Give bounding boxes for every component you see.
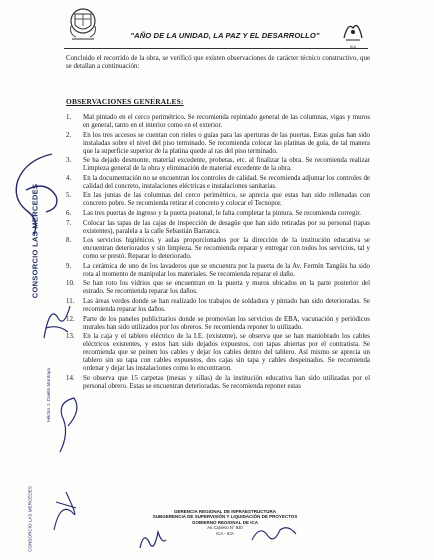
- observation-item: [66, 298, 370, 314]
- observation-item: [66, 237, 370, 261]
- observation-item: [66, 333, 370, 373]
- observation-item: [66, 375, 370, 391]
- observation-text: Se observa que 15 carpetas (mesas y sillas) de la institución educativa han sido utilizadas por el personal obrero. Estas se encuentran deterioradas. Se recomienda reponer estas: [83, 374, 370, 390]
- observation-item: [66, 263, 370, 279]
- observation-text: Se han roto los vidrios que se encuentran en la puerta y muros ubicados en la parte posterior del estrado. Se recomienda reparar los daños.: [83, 280, 370, 296]
- observation-number: 3.: [66, 157, 72, 165]
- footer-line: SUBGERENCIA DE SUPERVISIÓN Y LIQUIDACIÓN DE PROYECTOS: [152, 514, 298, 520]
- observation-number: 1.: [66, 114, 72, 121]
- observation-item: [66, 192, 370, 208]
- observation-text: Los servicios higiénicos y aulas proporcionados por la dirección de la institución educativa se encuentran deteriorados y sin limpieza. Se recomienda reparar y entregar con todos los servicios, tal y como se prestó. Reparar lo deteriorado.: [83, 237, 370, 261]
- observation-number: 7.: [66, 219, 72, 227]
- observation-item: [66, 280, 370, 296]
- section-heading: OBSERVACIONES GENERALES:: [66, 97, 184, 106]
- stamp-text: CONSORCIO LAS MERCEDES: [27, 486, 33, 552]
- observation-text: Mal pintado en el cerco perimétrico. Se recomienda repintado general de las columnas, vigas y muros en general, tanto en el interior como en el exterior.: [83, 114, 370, 130]
- header-title: "AÑO DE LA UNIDAD, LA PAZ Y EL DESARROLLO": [130, 31, 320, 40]
- observation-item: [66, 175, 370, 191]
- observation-text: La cerámica de uno de los lavaderos que se encuentra por la puerta de la Av. Fermín Tangüis ha sido rota al momento de manipular los materiales. Se recomienda reparar el daño.: [83, 262, 370, 278]
- footer-line: ICA - ICA: [216, 530, 234, 536]
- stamp-text: Héctor J. Cuello Montoya: [47, 368, 52, 422]
- observation-text: En las juntas de las columnas del cerco perimétrico, se aprecia que estas han sido rellenadas con concreto pobre. Se recomienda retirar el concreto y colocar el Tecnopor.: [83, 192, 370, 208]
- observation-item: [66, 157, 370, 173]
- footer-stamp: [90, 509, 360, 536]
- observation-item: [66, 220, 370, 236]
- regional-government-logo-icon: [340, 18, 366, 46]
- observation-number: 4.: [66, 174, 72, 182]
- observation-item: [66, 210, 370, 218]
- footer-line: GERENCIA REGIONAL DE INFRAESTRUCTURA: [173, 509, 276, 514]
- observation-item: [66, 132, 370, 156]
- observation-item: [66, 114, 370, 130]
- intro-paragraph: Concluido el recorrido de la obra, se verificó que existen observaciones de carácter técnico constructivo, que se detallan a continuación:: [66, 55, 370, 71]
- handwritten-signature: [6, 150, 66, 240]
- observation-text: En la caja y el tablero eléctrico de la I.E. (existente), se observa que se han maniobrado los cables eléctricos existentes, y estos han sido dejados expuestos, con tapas abiertas por el contratista. Se recomienda que se peinen los cables y dejar los cables dentro del tablero. Así mismo se aprecia un tablero sin su tapa con cables expuestos, dos cajas sin tapa y cables despeinados. Se recomienda ordenar y dejar las instalaciones como lo encontraron.: [83, 333, 370, 373]
- observation-number: 14.: [66, 374, 75, 382]
- observation-text: Parte de los paneles publicitarios donde se promovían los servicios de EBA, vacunación y periódicos murales han sido utilizados por los obreros. Se recomienda reponer lo utilizado.: [83, 315, 370, 331]
- observation-text: Colocar las tapas de las cajas de inspección de desagüe que han sido retiradas por su personal (tapas existentes), paralela a la calle Sebastián Barranca.: [83, 219, 370, 235]
- footer-line: Av. Cutervo N° 920: [207, 525, 243, 531]
- handwritten-signature: [50, 482, 82, 536]
- footer-line: GOBIERNO REGIONAL DE ICA: [192, 519, 258, 525]
- observation-text: En la documentación no se encuentran los controles de calidad. Se recomienda adjuntar los controles de calidad del concreto, instalaciones eléctricas e instalaciones sanitarias.: [83, 174, 370, 190]
- observation-number: 6.: [66, 210, 72, 218]
- observation-text: Las áreas verdes donde se han realizado los trabajos de soldadura y pintado han sido deterioradas. Se recomienda reparar los daños.: [83, 297, 370, 314]
- handwritten-signature: [40, 298, 74, 346]
- observation-item: [66, 316, 370, 332]
- observation-number: 9.: [66, 262, 72, 270]
- observation-number: 10.: [66, 280, 75, 288]
- logo-caption: ICA: [350, 45, 356, 49]
- handwritten-signature: [54, 392, 84, 458]
- observation-number: 8.: [66, 237, 72, 245]
- observation-text: Se ha dejado desmonte, material excedente, probetas, etc. al finalizar la obra. Se recomienda realizar Limpieza general de la obra y eliminación de material excedente de la obra.: [83, 157, 370, 173]
- observation-number: 11.: [66, 297, 75, 305]
- peru-coat-of-arms-icon: [66, 6, 100, 42]
- observation-text: En los tres accesos se cuentan con rieles o guías para las aperturas de las puertas. Estas guías han sido instaladas sobre el nivel del piso terminado. Se recomienda colocar las platinas de guía, de tal manera que la superficie superior de la platina quede al ras del piso terminado.: [83, 131, 370, 155]
- company-stamp-bottom: [8, 486, 52, 552]
- observation-number: 2.: [66, 131, 72, 139]
- observation-number: 13.: [66, 333, 75, 341]
- observation-text: Las tres puertas de ingreso y la puerta peatonal, le falta completar la pintura. Se recomienda corregir.: [83, 210, 361, 218]
- header-divider: [64, 48, 368, 49]
- observation-number: 5.: [66, 192, 72, 200]
- observation-number: 12.: [66, 315, 75, 323]
- stamp-text: CONSORCIO LAS MERCEDES: [30, 183, 40, 299]
- observations-list: [66, 114, 370, 393]
